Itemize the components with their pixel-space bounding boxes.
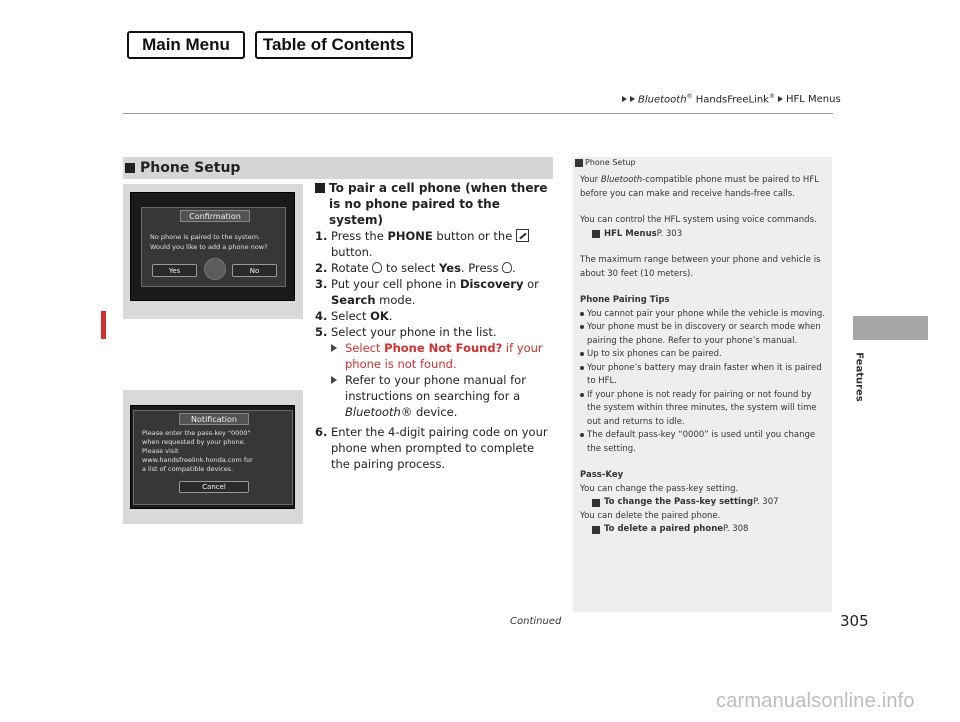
step-5: 5. Select your phone in the list. xyxy=(315,325,497,339)
interface-dial-press-icon xyxy=(502,262,512,273)
breadcrumb-hfl-menus[interactable]: HFL Menus xyxy=(785,93,841,105)
step-2: 2. Rotate to select Yes. Press . xyxy=(315,261,516,275)
ref-hfl-menus-link[interactable]: HFL Menus P. 303 xyxy=(580,228,828,242)
tip-item: You cannot pair your phone while the vehicle is moving. xyxy=(580,308,828,322)
notes-title: Phone Setup xyxy=(575,158,636,167)
section-square-icon xyxy=(125,163,135,173)
tip-item: Your phone must be in discovery or search mode when pairing the phone. Refer to your phone’s manual. xyxy=(580,321,828,348)
section-heading: Phone Setup xyxy=(123,157,553,179)
tip-item: Your phone’s battery may drain faster when it is paired to HFL. xyxy=(580,362,828,389)
continued-label: Continued xyxy=(510,616,562,627)
confirmation-screen-image xyxy=(123,184,303,319)
header-divider xyxy=(123,113,833,114)
step-3: 3. Put your cell phone in Discovery or Search mode. xyxy=(315,277,539,307)
ref-delete-phone-link[interactable]: To delete a paired phone P. 308 xyxy=(580,523,828,537)
cross-reference-icon xyxy=(592,230,600,238)
dialog-message: Please enter the pass-key "0000" when requested by your phone. Please visit www.handsfreelink.honda.com for a list of compatible devices. xyxy=(142,429,253,473)
dialog-title: Confirmation xyxy=(180,210,250,222)
section-marker-bar xyxy=(101,311,106,339)
step-4: 4. Select OK. xyxy=(315,309,393,323)
table-of-contents-button[interactable]: Table of Contents xyxy=(255,31,413,59)
dialog-title: Notification xyxy=(179,413,249,425)
tip-item: If your phone is not ready for pairing or not found by the system within three minutes, the system will time out and returns to idle. xyxy=(580,389,828,430)
notification-screen-image xyxy=(123,390,303,524)
no-button[interactable]: No xyxy=(232,264,277,277)
arrow-icon xyxy=(331,344,337,352)
pairing-procedure xyxy=(315,180,555,472)
features-tab-label[interactable]: Features xyxy=(853,352,865,402)
breadcrumb xyxy=(622,93,841,105)
breadcrumb-arrow-icon xyxy=(622,96,627,102)
notification-dialog xyxy=(133,410,293,505)
cross-reference-icon xyxy=(592,526,600,534)
arrow-icon xyxy=(331,376,337,384)
procedure-heading: To pair a cell phone (when there is no phone paired to the system) xyxy=(315,180,555,228)
main-menu-button[interactable]: Main Menu xyxy=(127,31,245,59)
features-tab-marker[interactable] xyxy=(853,316,928,340)
breadcrumb-arrow-icon xyxy=(630,96,635,102)
step-5-option-not-found: Select Phone Not Found? if your phone is not found. xyxy=(315,340,555,372)
tips-heading: Phone Pairing Tips xyxy=(580,295,670,305)
watermark: carmanualsonline.info xyxy=(716,690,915,712)
passkey-heading: Pass-Key xyxy=(580,470,624,480)
display-screen xyxy=(130,405,295,509)
cancel-button[interactable]: Cancel xyxy=(179,481,249,493)
tip-item: The default pass-key “0000” is used until you change the setting. xyxy=(580,429,828,456)
breadcrumb-arrow-icon xyxy=(778,96,783,102)
step-1: 1. Press the PHONE button or the button. xyxy=(315,228,555,260)
interface-dial-icon xyxy=(372,262,382,273)
note-marker-icon xyxy=(575,159,583,167)
step-6: 6. Enter the 4-digit pairing code on your phone when prompted to complete the pairing process. xyxy=(315,425,548,471)
dialog-message: No phone is paired to the system. Would you like to add a phone now? xyxy=(150,233,268,251)
cross-reference-icon xyxy=(592,499,600,507)
confirmation-dialog xyxy=(141,207,286,287)
selector-knob-icon xyxy=(204,258,226,280)
step-5-option-manual: Refer to your phone manual for instructions on searching for a Bluetooth® device. xyxy=(315,372,555,420)
tip-item: Up to six phones can be paired. xyxy=(580,348,828,362)
notes-body: Your Bluetooth-compatible phone must be paired to HFL before you can make and receive hands-free calls. You can control the HFL system using voice commands. HFL Menus P. 303 The maximum range between your phone and vehicle is about 30 feet (10 meters). Phone Pairing Tips You cannot pair your phone while the vehicle is moving. Your phone must be in discovery or search mode when pairing the phone. Refer to your phone’s manual. Up to six phones can be paired. Your phone’s battery may drain faster when it is paired to HFL. If your phone is not ready for pairing or not found by the system within three minutes, the system will time out and returns to idle. The default pass-key “0000” is used until you change the setting. Pass-Key You can change the pass-key setting. To change the Pass-key setting P. 307 You can delete the paired phone. To delete a paired phone P. 308 xyxy=(580,174,828,537)
subsection-square-icon xyxy=(315,183,325,193)
yes-button[interactable]: Yes xyxy=(152,264,197,277)
ref-change-passkey-link[interactable]: To change the Pass-key setting P. 307 xyxy=(580,496,828,510)
breadcrumb-bluetooth[interactable]: Bluetooth® HandsFreeLink® xyxy=(638,93,775,106)
page-number: 305 xyxy=(840,612,869,630)
phone-button-icon xyxy=(516,229,529,242)
display-screen xyxy=(130,192,295,301)
top-nav xyxy=(127,31,413,59)
